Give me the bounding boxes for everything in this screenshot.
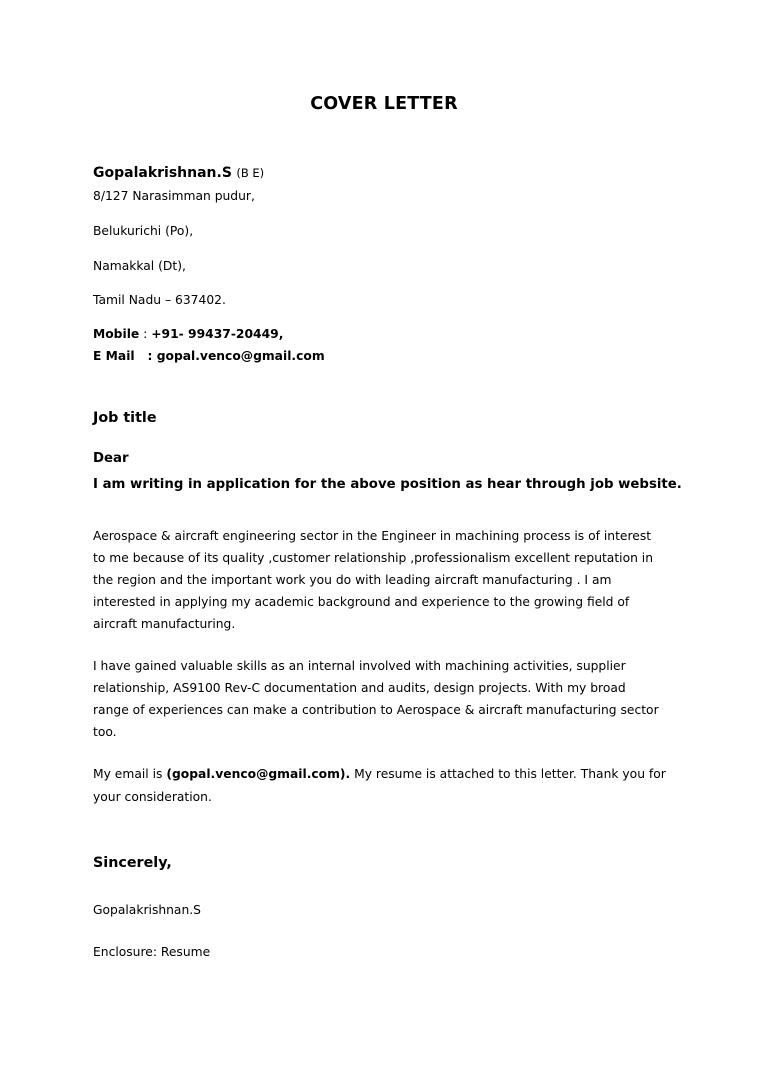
sender-name: Gopalakrishnan.S — [93, 165, 232, 181]
paragraph3-line-2: your consideration. — [93, 790, 212, 804]
mobile-label: Mobile — [93, 327, 140, 341]
sender-name-line — [93, 165, 264, 181]
paragraph1-line: interested in applying my academic background and experience to the growing field of — [93, 595, 630, 609]
mobile-separator: : — [139, 327, 152, 341]
address-line-1: 8/127 Narasimman pudur, — [93, 189, 255, 203]
paragraph1-line: Aerospace & aircraft engineering sector in the Engineer in machining process is of interest — [93, 529, 652, 543]
paragraph3-suffix: My resume is attached to this letter. Thank you for — [350, 767, 666, 781]
address-line-3: Namakkal (Dt), — [93, 259, 186, 273]
paragraph2-line: relationship, AS9100 Rev-C documentation and audits, design projects. With my broad — [93, 681, 626, 695]
salutation: Dear — [93, 451, 129, 466]
paragraph1-line: the region and the important work you do with leading aircraft manufacturing . I am — [93, 573, 612, 587]
paragraph2-line: too. — [93, 725, 117, 739]
address-line-2: Belukurichi (Po), — [93, 224, 194, 238]
paragraph3-line-1 — [93, 767, 666, 781]
enclosure-note: Enclosure: Resume — [93, 945, 211, 959]
paragraph2-line: range of experiences can make a contribution to Aerospace & aircraft manufacturing sector — [93, 703, 659, 717]
paragraph1-line: aircraft manufacturing. — [93, 617, 236, 631]
paragraph2-line: I have gained valuable skills as an internal involved with machining activities, supplier — [93, 659, 626, 673]
closing: Sincerely, — [93, 855, 172, 871]
mobile-value: +91- 99437-20449, — [151, 327, 284, 341]
email-line — [93, 349, 325, 363]
signature-name: Gopalakrishnan.S — [93, 903, 201, 917]
sender-degree: (B E) — [236, 166, 265, 180]
document-title: COVER LETTER — [310, 94, 458, 114]
paragraph1-line: to me because of its quality ,customer relationship ,professionalism excellent reputation in — [93, 551, 654, 565]
paragraph3-email: (gopal.venco@gmail.com). — [166, 767, 351, 781]
job-title-heading: Job title — [93, 410, 157, 426]
mobile-line — [93, 327, 283, 341]
intro-sentence: I am writing in application for the above position as hear through job website. — [93, 477, 682, 492]
email-label: E Mail : gopal.venco@gmail.com — [93, 349, 325, 363]
address-line-4: Tamil Nadu – 637402. — [93, 293, 226, 307]
paragraph3-prefix: My email is — [93, 767, 167, 781]
